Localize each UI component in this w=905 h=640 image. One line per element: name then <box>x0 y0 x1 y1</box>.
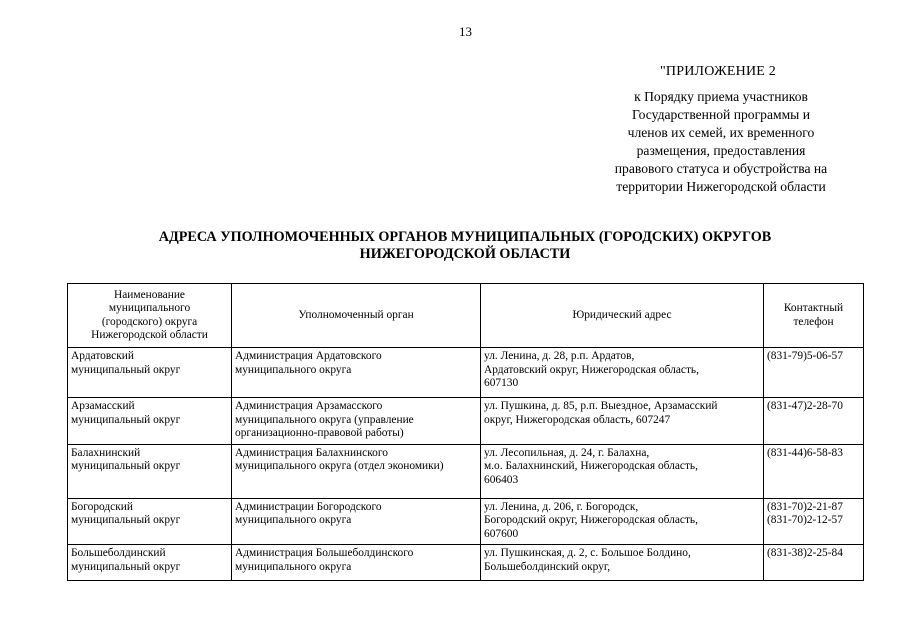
document-title-line-1: АДРЕСА УПОЛНОМОЧЕННЫХ ОРГАНОВ МУНИЦИПАЛЬНЫХ (ГОРОДСКИХ) ОКРУГОВ <box>158 229 772 245</box>
table-row <box>68 545 864 581</box>
table-row <box>68 348 864 398</box>
appendix-title: "ПРИЛОЖЕНИЕ 2 <box>660 64 776 79</box>
header-phone: Контактный телефон <box>764 284 864 348</box>
table-row <box>68 398 864 445</box>
addresses-table <box>67 283 864 581</box>
appendix-subtitle-line: членов их семей, их временного <box>627 125 815 140</box>
appendix-subtitle-line: Государственной программы и <box>632 107 810 122</box>
cell-authority: Администрация Большеболдинского муниципального округа <box>232 545 481 581</box>
cell-legal-address: ул. Ленина, д. 206, г. Богородск, Богородский округ, Нижегородская область, 607600 <box>481 498 764 545</box>
appendix-subtitle <box>596 88 846 196</box>
document-title-line-2: НИЖЕГОРОДСКОЙ ОБЛАСТИ <box>359 246 571 262</box>
cell-phone: (831-47)2-28-70 <box>764 398 864 445</box>
cell-municipality: Арзамасский муниципальный округ <box>68 398 232 445</box>
cell-phone: (831-79)5-06-57 <box>764 348 864 398</box>
cell-municipality: Балахнинский муниципальный округ <box>68 444 232 498</box>
cell-authority: Администрация Арзамасского муниципального округа (управление организационно-правовой работы) <box>232 398 481 445</box>
cell-phone: (831-38)2-25-84 <box>764 545 864 581</box>
appendix-subtitle-line: правового статуса и обустройства на <box>614 161 828 176</box>
cell-authority: Администрация Балахнинского муниципального округа (отдел экономики) <box>232 444 481 498</box>
table-row <box>68 444 864 498</box>
cell-municipality: Ардатовский муниципальный округ <box>68 348 232 398</box>
appendix-subtitle-line: к Порядку приема участников <box>634 89 808 104</box>
table-row <box>68 498 864 545</box>
cell-municipality: Большеболдинский муниципальный округ <box>68 545 232 581</box>
cell-municipality: Богородский муниципальный округ <box>68 498 232 545</box>
header-municipality: Наименование муниципального (городского) округа Нижегородской области <box>68 284 232 348</box>
page-number: 13 <box>459 24 472 39</box>
cell-legal-address: ул. Пушкина, д. 85, р.п. Выездное, Арзамасский округ, Нижегородская область, 607247 <box>481 398 764 445</box>
cell-authority: Администрации Богородского муниципального округа <box>232 498 481 545</box>
cell-legal-address: ул. Пушкинская, д. 2, с. Большое Болдино, Большеболдинский округ, <box>481 545 764 581</box>
cell-legal-address: ул. Ленина, д. 28, р.п. Ардатов, Ардатовский округ, Нижегородская область, 607130 <box>481 348 764 398</box>
cell-legal-address: ул. Лесопильная, д. 24, г. Балахна, м.о. Балахнинский, Нижегородская область, 606403 <box>481 444 764 498</box>
appendix-subtitle-line: территории Нижегородской области <box>616 179 826 194</box>
cell-authority: Администрация Ардатовского муниципального округа <box>232 348 481 398</box>
cell-phone: (831-44)6-58-83 <box>764 444 864 498</box>
appendix-subtitle-line: размещения, предоставления <box>636 143 806 158</box>
header-authority: Уполномоченный орган <box>232 284 481 348</box>
table-header-row <box>68 284 864 348</box>
cell-phone: (831-70)2-21-87 (831-70)2-12-57 <box>764 498 864 545</box>
document-title <box>60 229 870 263</box>
header-legal-address: Юридический адрес <box>481 284 764 348</box>
